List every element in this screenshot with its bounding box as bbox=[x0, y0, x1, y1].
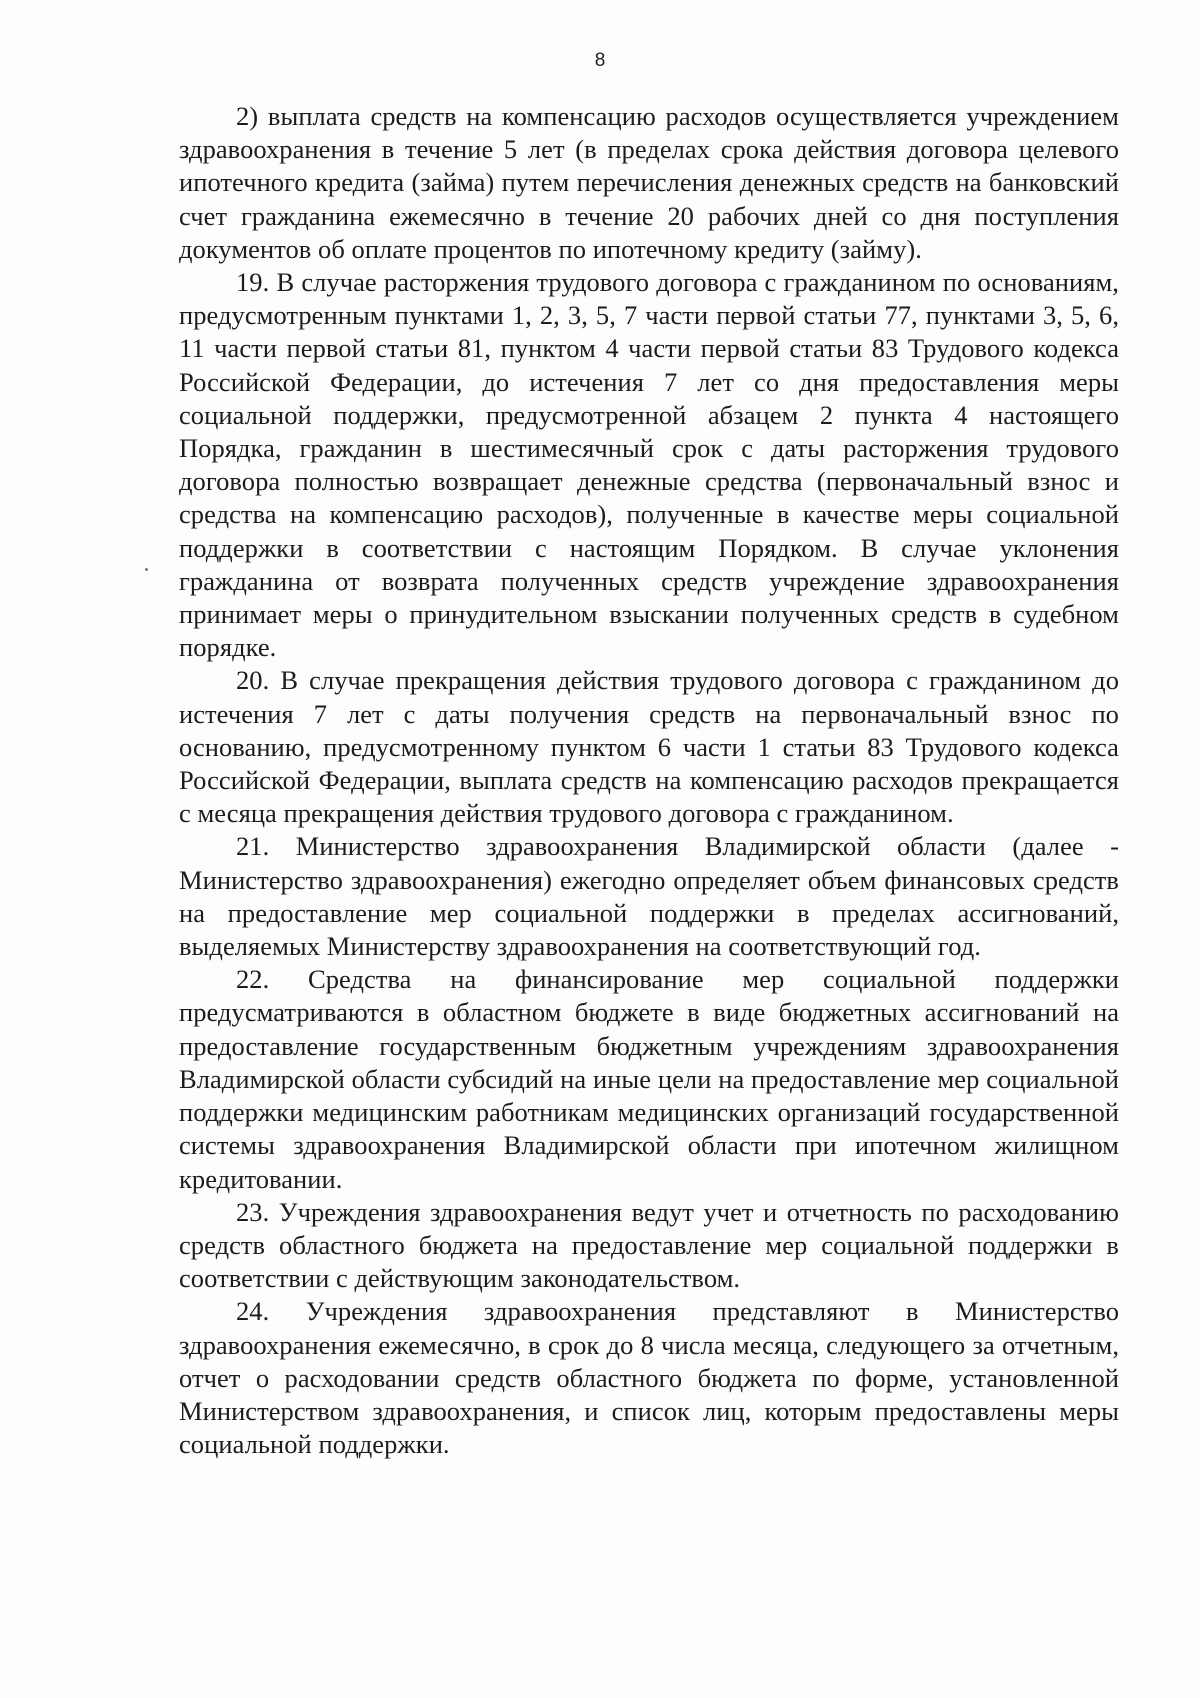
paragraph-item-2: 2) выплата средств на компенсацию расходов осуществляется учреждением здравоохранения в течение 5 лет (в пределах срока действия договора целевого ипотечного кредита (займа) путем перечисления денежных средств на банковский счет гражданина ежемесячно в течение 20 рабочих дней со дня поступления документов об оплате процентов по ипотечному кредиту (займу). bbox=[179, 101, 1119, 264]
page-number: 8 bbox=[594, 50, 606, 71]
paragraph-19: 19. В случае расторжения трудового договора с гражданином по основаниям, предусмотренным пунктами 1, 2, 3, 5, 7 части первой статьи 77, пунктами 3, 5, 6, 11 части первой статьи 81, пунктом 4 части первой статьи 83 Трудового кодекса Российской Федерации, до истечения 7 лет со дня предоставления меры социальной поддержки, предусмотренной абзацем 2 пункта 4 настоящего Порядка, гражданин в шестимесячный срок с даты расторжения трудового договора полностью возвращает денежные средства (первоначальный взнос и средства на компенсацию расходов), полученные в качестве меры социальной поддержки в соответствии с настоящим Порядком. В случае уклонения гражданина от возврата полученных средств учреждение здравоохранения принимает меры о принудительном взыскании полученных средств в судебном порядке. bbox=[179, 267, 1119, 663]
paragraph-23: 23. Учреждения здравоохранения ведут учет и отчетность по расходованию средств областного бюджета на предоставление мер социальной поддержки в соответствии с действующим законодательством. bbox=[179, 1196, 1119, 1294]
document-body bbox=[179, 100, 1119, 1461]
scan-artifact bbox=[145, 568, 148, 571]
paragraph-22: 22. Средства на финансирование мер социальной поддержки предусматриваются в областном бюджете в виде бюджетных ассигнований на предоставление государственным бюджетным учреждениям здравоохранения Владимирской области субсидий на иные цели на предоставление мер социальной поддержки медицинским работникам медицинских организаций государственной системы здравоохранения Владимирской области при ипотечном жилищном кредитовании. bbox=[179, 964, 1119, 1194]
paragraph-20: 20. В случае прекращения действия трудового договора с гражданином до истечения 7 лет с даты получения средств на первоначальный взнос по основанию, предусмотренному пунктом 6 части 1 статьи 83 Трудового кодекса Российской Федерации, выплата средств на компенсацию расходов прекращается с месяца прекращения действия трудового договора с гражданином. bbox=[179, 665, 1119, 829]
paragraph-24: 24. Учреждения здравоохранения представляют в Министерство здравоохранения ежемесячно, в срок до 8 числа месяца, следующего за отчетным, отчет о расходовании средств областного бюджета по форме, установленной Министерством здравоохранения, и список лиц, которым предоставлены меры социальной поддержки. bbox=[179, 1296, 1119, 1460]
paragraph-21: 21. Министерство здравоохранения Владимирской области (далее - Министерство здравоохранения) ежегодно определяет объем финансовых средств на предоставление мер социальной поддержки в пределах ассигнований, выделяемых Министерству здравоохранения на соответствующий год. bbox=[179, 831, 1119, 962]
